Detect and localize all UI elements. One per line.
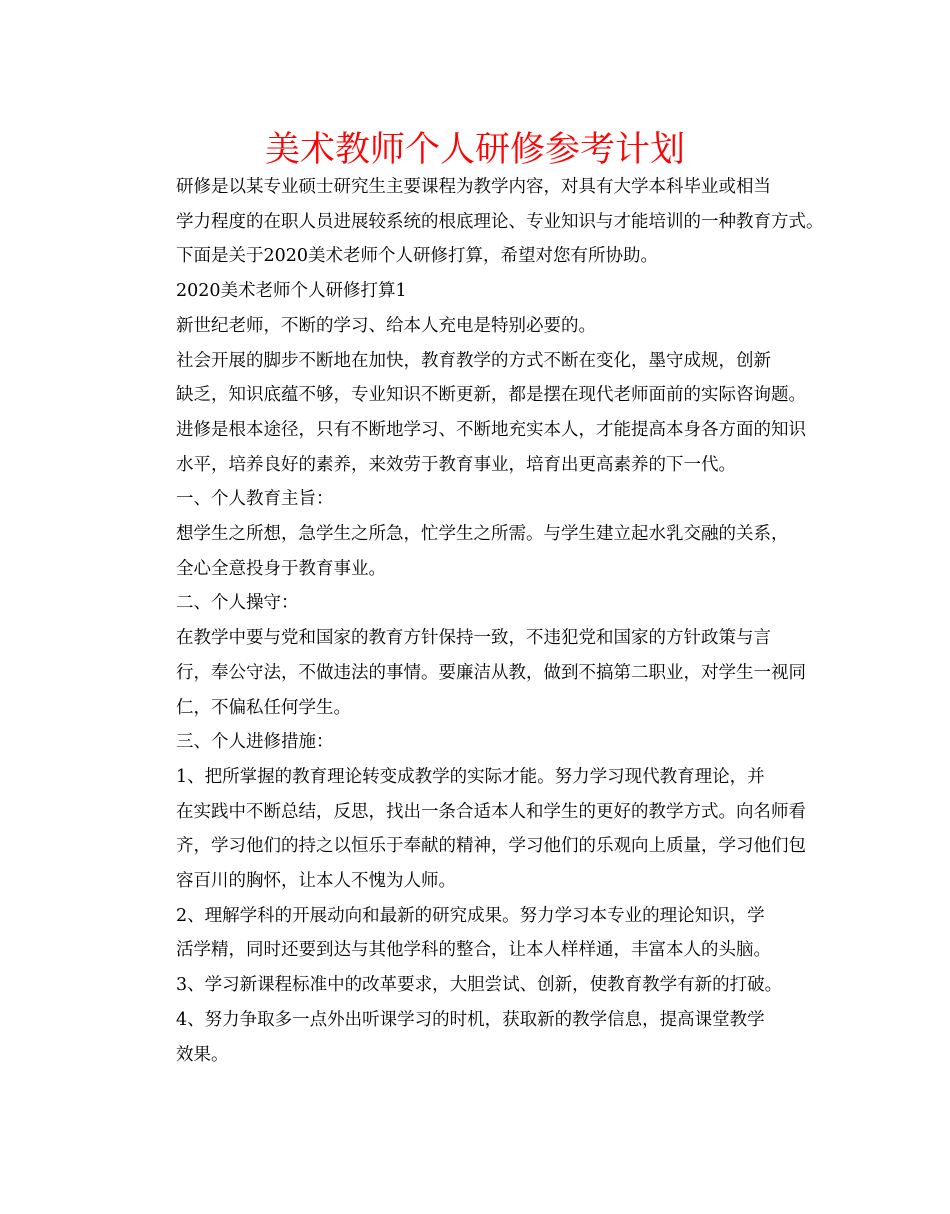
list-item — [141, 968, 821, 1003]
section-heading — [141, 482, 821, 517]
paragraph — [141, 344, 821, 483]
text-line: 在教学中要与党和国家的教育方针保持一致，不违犯党和国家的方针政策与言 — [176, 628, 771, 649]
paragraph — [141, 517, 821, 586]
document-body — [141, 170, 824, 1072]
text-line: 研修是以某专业硕士研究生主要课程为教学内容，对具有大学本科毕业或相当 — [176, 177, 771, 197]
paragraph — [141, 621, 821, 725]
text-line: 进修是根本途径，只有不断地学习、不断地充实本人，才能提高本身各方面的知识 — [176, 419, 806, 440]
text-line: 三、个人进修措施： — [176, 732, 334, 753]
text-line: 1、把所掌握的教育理论转变成教学的实际才能。努力学习现代教育理论，并 — [176, 766, 765, 787]
text-line: 齐，学习他们的持之以恒乐于奉献的精神，学习他们的乐观向上质量，学习他们包 — [176, 836, 806, 857]
list-item — [141, 1003, 821, 1072]
section-subtitle — [141, 274, 821, 309]
text-line: 一、个人教育主旨： — [176, 489, 334, 510]
document-title: 美术教师个人研修参考计划 — [264, 130, 685, 170]
text-line: 行，奉公守法，不做违法的事情。要廉洁从教，做到不搞第二职业，对学生一视同 — [176, 662, 806, 683]
list-item — [141, 760, 821, 899]
text-line: 仁，不偏私任何学生。 — [176, 697, 351, 718]
text-line: 社会开展的脚步不断地在加快，教育教学的方式不断在变化，墨守成规，创新 — [176, 350, 771, 371]
text-line: 效果。 — [176, 1044, 229, 1065]
text-line: 学力程度的在职人员进展较系统的根底理论、专业知识与才能培训的一种教育方式。 — [176, 211, 824, 232]
list-item — [141, 899, 821, 968]
text-line: 下面是关于2020美术老师个人研修打算，希望对您有所协助。 — [176, 246, 659, 267]
text-line: 二、个人操守： — [176, 593, 299, 614]
text-line: 3、学习新课程标准中的改革要求，大胆尝试、创新，使教育教学有新的打破。 — [176, 975, 783, 996]
text-line: 活学精，同时还要到达与其他学科的整合，让本人样样通，丰富本人的头脑。 — [176, 940, 771, 961]
section-heading — [141, 586, 821, 621]
text-line: 2020美术老师个人研修打算1 — [176, 281, 407, 302]
section-heading — [141, 725, 821, 760]
text-line: 容百川的胸怀，让本人不愧为人师。 — [176, 871, 456, 892]
text-line: 想学生之所想，急学生之所急，忙学生之所需。与学生建立起水乳交融的关系， — [176, 524, 789, 545]
text-line: 新世纪老师，不断的学习、给本人充电是特别必要的。 — [176, 315, 596, 336]
text-line: 缺乏，知识底蕴不够，专业知识不断更新，都是摆在现代老师面前的实际咨询题。 — [176, 385, 806, 406]
text-line: 在实践中不断总结，反思，找出一条合适本人和学生的更好的教学方式。向名师看 — [176, 801, 806, 822]
text-line: 4、努力争取多一点外出听课学习的时机，获取新的教学信息，提高课堂教学 — [176, 1009, 765, 1030]
text-line: 水平，培养良好的素养，来效劳于教育事业，培育出更高素养的下一代。 — [176, 454, 736, 475]
paragraph — [141, 309, 821, 344]
text-line: 全心全意投身于教育事业。 — [176, 558, 386, 579]
paragraph-intro — [141, 170, 824, 274]
text-line: 2、理解学科的开展动向和最新的研究成果。努力学习本专业的理论知识，学 — [176, 905, 765, 926]
